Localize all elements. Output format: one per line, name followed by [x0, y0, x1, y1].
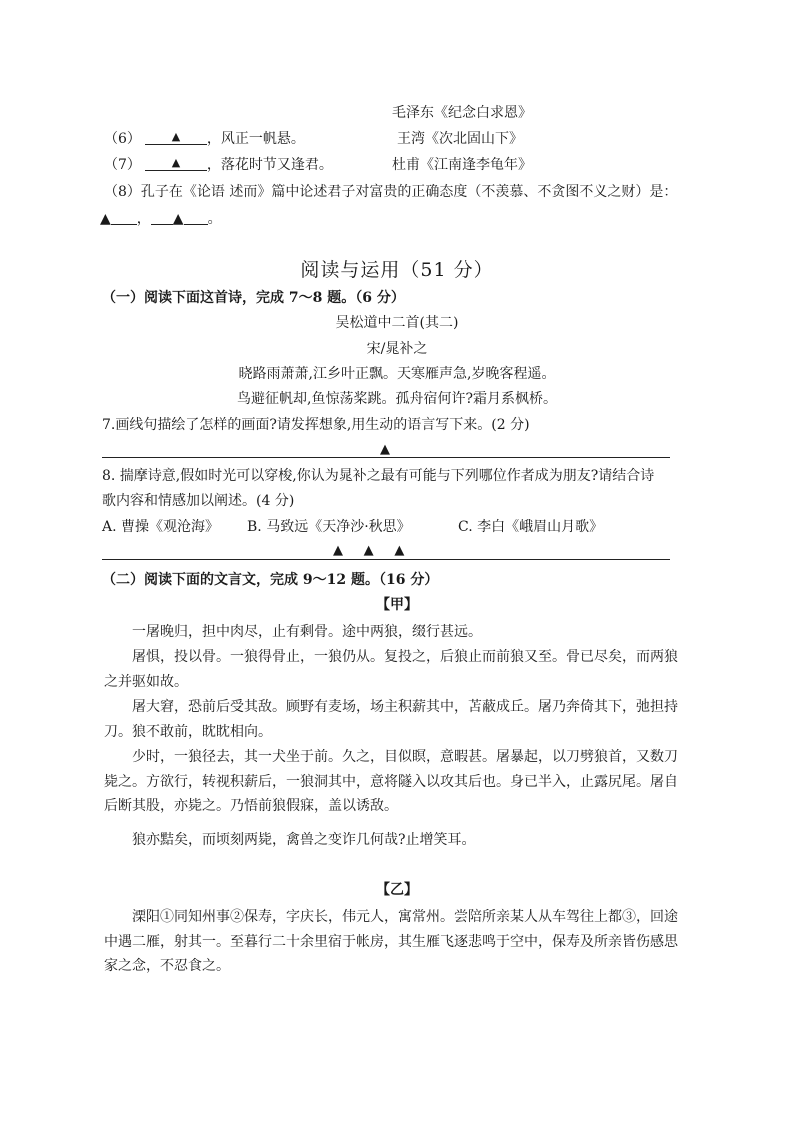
triangle-marker-icon: ▲ — [172, 211, 184, 227]
passage-jia-label: 【甲】 — [376, 597, 418, 613]
option-c: C. 李白《峨眉山月歌》 — [458, 519, 604, 535]
question-8-blanks — [100, 209, 222, 229]
triangle-marker-icon: ▲ — [171, 156, 181, 169]
poem-title: 吴松道中二首(其二) — [335, 315, 459, 331]
triangle-marker-icon: ▲ — [380, 442, 390, 457]
poem-line-2: 鸟避征帆却,鱼惊荡桨跳。孤舟宿何许?霜月系枫桥。 — [237, 391, 557, 407]
classical-heading: （二）阅读下面的文言文，完成 9～12 题。（16 分） — [102, 572, 439, 588]
jia-paragraph: 一屠晚归，担中肉尽，止有剩骨。途中两狼，缀行甚远。 — [132, 624, 482, 640]
question-7: 7.画线句描绘了怎样的画面?请发挥想象,用生动的语言写下来。(2 分) — [102, 417, 530, 433]
question-7-blank — [104, 155, 333, 175]
answer-markers-8: ▲ ▲ ▲ — [333, 543, 405, 558]
question-8-line-1: 8. 揣摩诗意,假如时光可以穿梭,你认为晁补之最有可能与下列哪位作者成为朋友?请结合诗 — [102, 468, 655, 484]
answer-blank-7[interactable] — [145, 156, 207, 171]
option-b: B. 马致远《天净沙·秋思》 — [247, 519, 411, 535]
question-6 — [104, 129, 305, 149]
question-7-number: （7） — [104, 157, 141, 173]
question-8-end: 。 — [207, 211, 222, 227]
section-title: 阅读与运用（51 分） — [300, 259, 494, 281]
triangle-marker-icon: ▲ — [171, 130, 181, 143]
jia-paragraph: 少时，一狼径去，其一犬坐于前。久之，目似瞑，意暇甚。屠暴起，以刀劈狼首，又数刀毙之。方欲行，转视积薪后，一狼洞其中，意将隧入以攻其后也。身已半入，止露尻尾。屠自后断其股，亦毙之。乃悟前狼假寐，盖以诱敌。 — [104, 749, 678, 814]
answer-blank-8b[interactable] — [184, 210, 208, 225]
jia-paragraph: 狼亦黠矣，而顷刻两毙，禽兽之变诈几何哉?止增笑耳。 — [132, 832, 476, 848]
poem-author: 宋/晁补之 — [366, 341, 428, 357]
passage-yi-label: 【乙】 — [376, 882, 418, 898]
question-8-blank-text: （8）孔子在《论语 述而》篇中论述君子对富贵的正确态度（不羡慕、不贪图不义之财）是： — [104, 184, 678, 200]
poem-line-1: 晓路雨萧萧,江乡叶正飘。天寒雁声急,岁晚客程遥。 — [238, 366, 556, 382]
mao-attribution: 毛泽东《纪念白求恩》 — [392, 105, 532, 121]
answer-line-8[interactable] — [102, 559, 670, 560]
question-6-text: ，风正一帆悬。 — [206, 131, 305, 147]
question-8-line-2: 歌内容和情感加以阐述。(4 分) — [102, 493, 295, 509]
answer-blank-8b-lead[interactable] — [151, 210, 173, 225]
jia-paragraph: 屠惧，投以骨。一狼得骨止，一狼仍从。复投之，后狼止而前狼又至。骨已尽矣，而两狼之并驱如故。 — [104, 649, 678, 690]
question-6-source: 王湾《次北固山下》 — [397, 131, 523, 147]
jia-paragraph: 屠大窘，恐前后受其敌。顾野有麦场，场主积薪其中，苫蔽成丘。屠乃奔倚其下，弛担持刀。狼不敢前，眈眈相向。 — [104, 699, 678, 740]
triangle-marker-icon: ▲ — [100, 211, 111, 227]
answer-blank-6[interactable] — [145, 130, 207, 145]
answer-line-7[interactable] — [102, 457, 670, 458]
answer-blank-8a[interactable] — [111, 210, 137, 225]
question-8-separator: ， — [136, 211, 151, 227]
question-7-source: 杜甫《江南逢李龟年》 — [392, 157, 532, 173]
question-7-text: ，落花时节又逢君。 — [206, 157, 333, 173]
question-6-number: （6） — [104, 131, 141, 147]
yi-paragraph: 溧阳①同知州事②保寿，字庆长，伟元人，寓常州。尝陪所亲某人从车驾往上都③，回途中遇二雁，射其一。至暮行二十余里宿于帐房，其生雁飞逐悲鸣于空中，保寿及所亲皆伤感思家之念，不忍食之。 — [104, 909, 678, 974]
poem-heading: （一）阅读下面这首诗，完成 7～8 题。（6 分） — [102, 290, 405, 306]
option-a: A. 曹操《观沧海》 — [102, 519, 220, 535]
